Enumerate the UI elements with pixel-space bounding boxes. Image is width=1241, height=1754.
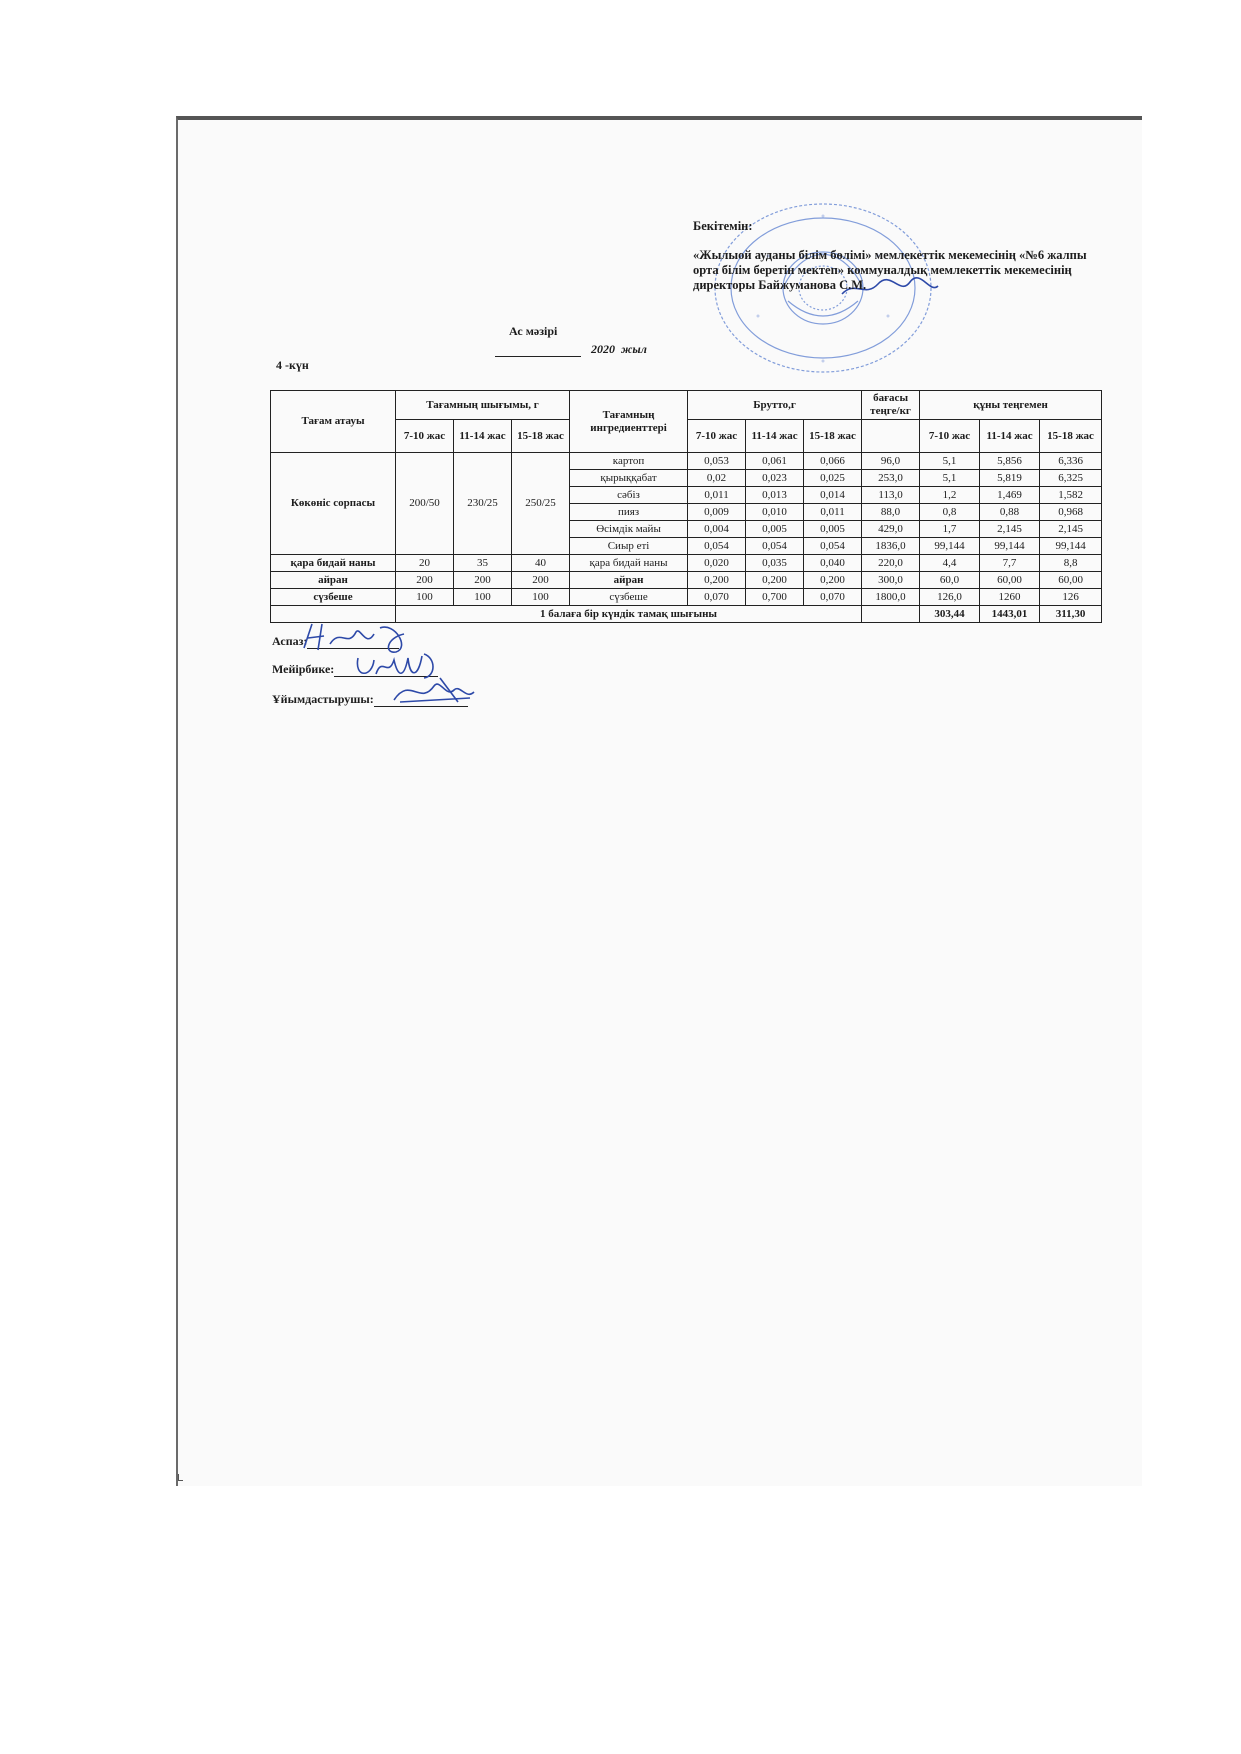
cost-value: 7,7 xyxy=(980,555,1040,572)
cost-value: 60,0 xyxy=(920,572,980,589)
gross-value: 0,010 xyxy=(746,504,804,521)
yield-value: 40 xyxy=(512,555,570,572)
cost-value: 1,7 xyxy=(920,521,980,538)
yield-value: 200 xyxy=(396,572,454,589)
ingredient: қырыққабат xyxy=(570,470,688,487)
cost-value: 1260 xyxy=(980,589,1040,606)
total-value: 1443,01 xyxy=(980,606,1040,623)
gross-value: 0,200 xyxy=(688,572,746,589)
gross-value: 0,066 xyxy=(804,453,862,470)
date-line xyxy=(495,342,647,357)
price-value: 300,0 xyxy=(862,572,920,589)
total-empty-cell xyxy=(862,606,920,623)
ingredient: сәбіз xyxy=(570,487,688,504)
cost-value: 60,00 xyxy=(980,572,1040,589)
total-value: 303,44 xyxy=(920,606,980,623)
gross-value: 0,009 xyxy=(688,504,746,521)
dish-name: қара бидай наны xyxy=(271,555,396,572)
cost-value: 5,856 xyxy=(980,453,1040,470)
cost-value: 6,336 xyxy=(1040,453,1102,470)
cost-value: 4,4 xyxy=(920,555,980,572)
price-value: 429,0 xyxy=(862,521,920,538)
gross-value: 0,011 xyxy=(688,487,746,504)
cost-value: 126 xyxy=(1040,589,1102,606)
scanned-page xyxy=(176,116,1142,1486)
price-value: 96,0 xyxy=(862,453,920,470)
soup-name: Көкөніс сорпасы xyxy=(271,453,396,555)
cost-value: 5,1 xyxy=(920,453,980,470)
price-value: 88,0 xyxy=(862,504,920,521)
total-value: 311,30 xyxy=(1040,606,1102,623)
gross-value: 0,040 xyxy=(804,555,862,572)
year-word: жыл xyxy=(621,342,647,356)
gross-value: 0,020 xyxy=(688,555,746,572)
gross-value: 0,070 xyxy=(688,589,746,606)
cost-value: 60,00 xyxy=(1040,572,1102,589)
gross-value: 0,014 xyxy=(804,487,862,504)
soup-yield-15-18: 250/25 xyxy=(512,453,570,555)
gross-age-11-14: 11-14 жас xyxy=(746,420,804,453)
cost-value: 2,145 xyxy=(1040,521,1102,538)
cost-value: 0,8 xyxy=(920,504,980,521)
header-dish-name: Тағам атауы xyxy=(271,391,396,453)
cost-value: 1,469 xyxy=(980,487,1040,504)
organizer-signature xyxy=(390,672,490,708)
cost-value: 8,8 xyxy=(1040,555,1102,572)
nurse-label: Мейірбике: xyxy=(272,662,335,676)
yield-value: 100 xyxy=(396,589,454,606)
dish-name: айран xyxy=(271,572,396,589)
price-value: 253,0 xyxy=(862,470,920,487)
cost-value: 2,145 xyxy=(980,521,1040,538)
total-label: 1 балаға бір күндік тамақ шығыны xyxy=(396,606,862,623)
price-value: 1836,0 xyxy=(862,538,920,555)
yield-value: 20 xyxy=(396,555,454,572)
date-blank xyxy=(495,356,581,357)
gross-value: 0,700 xyxy=(746,589,804,606)
ingredient: Өсімдік майы xyxy=(570,521,688,538)
price-value: 220,0 xyxy=(862,555,920,572)
menu-title: Ас мәзірі xyxy=(509,324,558,338)
menu-table xyxy=(270,390,1102,623)
scan-corner-mark xyxy=(178,1474,183,1481)
gross-value: 0,025 xyxy=(804,470,862,487)
ingredient: Сиыр еті xyxy=(570,538,688,555)
gross-value: 0,053 xyxy=(688,453,746,470)
gross-value: 0,02 xyxy=(688,470,746,487)
ingredient: картоп xyxy=(570,453,688,470)
yield-value: 35 xyxy=(454,555,512,572)
approval-text: «Жылыой ауданы білім бөлімі» мемлекеттік мекемесінің «№6 жалпы орта білім беретін мектеп» коммуналдық мемлекеттік мекемесінің директоры Байжуманова С.М. xyxy=(693,248,1087,292)
ingredient: айран xyxy=(570,572,688,589)
gross-value: 0,054 xyxy=(804,538,862,555)
gross-value: 0,061 xyxy=(746,453,804,470)
gross-value: 0,054 xyxy=(746,538,804,555)
yield-age-11-14: 11-14 жас xyxy=(454,420,512,453)
yield-age-7-10: 7-10 жас xyxy=(396,420,454,453)
day-label: 4 -күн xyxy=(276,358,309,372)
yield-value: 200 xyxy=(454,572,512,589)
approval-title: Бекітемін: xyxy=(693,219,753,233)
gross-value: 0,200 xyxy=(804,572,862,589)
yield-value: 100 xyxy=(454,589,512,606)
cost-age-15-18: 15-18 жас xyxy=(1040,420,1102,453)
cost-value: 126,0 xyxy=(920,589,980,606)
gross-value: 0,054 xyxy=(688,538,746,555)
cost-value: 5,1 xyxy=(920,470,980,487)
yield-age-15-18: 15-18 жас xyxy=(512,420,570,453)
gross-age-7-10: 7-10 жас xyxy=(688,420,746,453)
gross-age-15-18: 15-18 жас xyxy=(804,420,862,453)
table-row xyxy=(271,555,1102,572)
cost-value: 99,144 xyxy=(920,538,980,555)
dish-name: сүзбеше xyxy=(271,589,396,606)
header-yield: Тағамның шығымы, г xyxy=(396,391,570,420)
header-price: бағасы теңге/кг xyxy=(862,391,920,420)
cost-value: 99,144 xyxy=(1040,538,1102,555)
cost-value: 1,2 xyxy=(920,487,980,504)
gross-value: 0,035 xyxy=(746,555,804,572)
cost-value: 0,88 xyxy=(980,504,1040,521)
header-gross: Брутто,г xyxy=(688,391,862,420)
soup-yield-11-14: 230/25 xyxy=(454,453,512,555)
price-value: 1800,0 xyxy=(862,589,920,606)
gross-value: 0,200 xyxy=(746,572,804,589)
gross-value: 0,070 xyxy=(804,589,862,606)
cost-value: 1,582 xyxy=(1040,487,1102,504)
ingredient: қара бидай наны xyxy=(570,555,688,572)
gross-value: 0,004 xyxy=(688,521,746,538)
cost-value: 99,144 xyxy=(980,538,1040,555)
cost-value: 5,819 xyxy=(980,470,1040,487)
gross-value: 0,005 xyxy=(804,521,862,538)
year: 2020 xyxy=(591,342,615,356)
gross-value: 0,023 xyxy=(746,470,804,487)
gross-value: 0,013 xyxy=(746,487,804,504)
organizer-label: Ұйымдастырушы: xyxy=(272,692,374,706)
yield-value: 200 xyxy=(512,572,570,589)
yield-value: 100 xyxy=(512,589,570,606)
ingredient: пияз xyxy=(570,504,688,521)
price-value: 113,0 xyxy=(862,487,920,504)
table-row xyxy=(271,572,1102,589)
ingredient: сүзбеше xyxy=(570,589,688,606)
table-row xyxy=(271,453,1102,470)
gross-value: 0,005 xyxy=(746,521,804,538)
soup-yield-7-10: 200/50 xyxy=(396,453,454,555)
table-row xyxy=(271,589,1102,606)
cost-age-7-10: 7-10 жас xyxy=(920,420,980,453)
cost-age-11-14: 11-14 жас xyxy=(980,420,1040,453)
header-cost: құны теңгемен xyxy=(920,391,1102,420)
cost-value: 0,968 xyxy=(1040,504,1102,521)
cook-label: Аспаз: xyxy=(272,634,308,648)
price-empty-cell xyxy=(862,420,920,453)
header-ingredients: Тағамның ингредиенттері xyxy=(570,391,688,453)
cost-value: 6,325 xyxy=(1040,470,1102,487)
gross-value: 0,011 xyxy=(804,504,862,521)
approval-block xyxy=(693,219,1113,293)
